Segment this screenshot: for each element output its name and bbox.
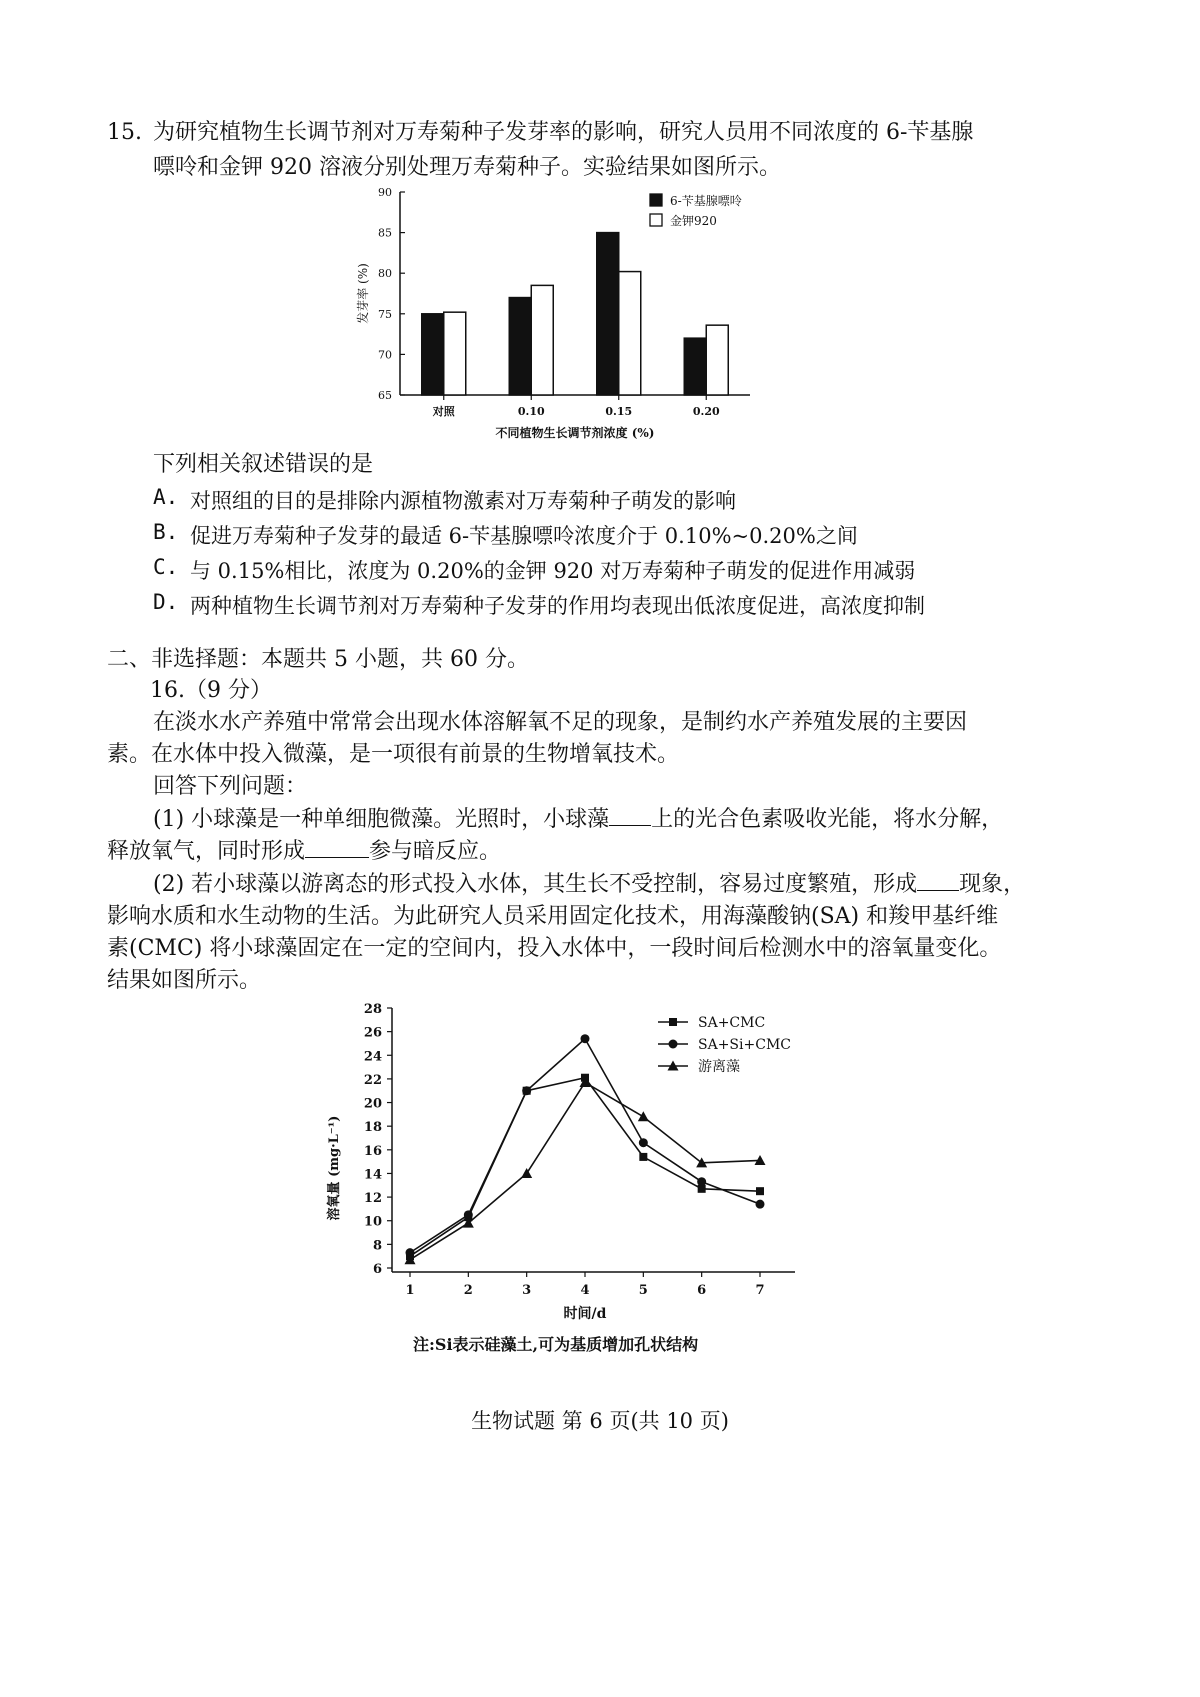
line-point-1-2 [522, 1086, 531, 1095]
line-point-2-2 [521, 1168, 532, 1178]
q15-option-c-letter: C. [153, 555, 179, 579]
bar-x-tick-label: 0.15 [605, 405, 633, 418]
q16-sub2-text-a: (2) 若小球藻以游离态的形式投入水体，其生长不受控制，容易过度繁殖，形成 [153, 872, 918, 897]
q15-option-a-letter: A. [153, 485, 179, 509]
line-x-tick-label: 3 [522, 1283, 532, 1298]
bar-y-axis-label: 发芽率 (%) [356, 263, 370, 324]
bar-chart-legend [650, 194, 742, 228]
q16-paragraph-1b: 素。在水体中投入微藻，是一项很有前景的生物增氧技术。 [107, 742, 680, 767]
line-y-tick-label: 22 [363, 1072, 382, 1088]
bar-legend-label: 金钾920 [670, 214, 717, 228]
line-legend-label: SA+Si+CMC [698, 1037, 791, 1053]
q15-option-d-letter: D. [153, 590, 179, 614]
line-x-tick-label: 7 [755, 1283, 765, 1298]
bar-bap-2 [597, 233, 619, 395]
bar-jinjia-1 [531, 285, 553, 395]
line-y-tick-label: 8 [372, 1238, 382, 1254]
line-y-tick-label: 20 [363, 1096, 382, 1112]
bar-y-tick-label: 90 [378, 186, 392, 199]
bar-legend-swatch [650, 214, 662, 226]
bar-y-tick-label: 70 [378, 348, 392, 362]
line-legend-marker [669, 1040, 678, 1049]
q16-line-chart [320, 1000, 840, 1330]
line-point-2-4 [638, 1111, 649, 1121]
q15-stem-line1: 为研究植物生长调节剂对万寿菊种子发芽率的影响，研究人员用不同浓度的 6-苄基腺 [153, 120, 974, 145]
q16-number: 16.（9 分） [150, 678, 272, 703]
bar-x-tick-label: 0.10 [517, 405, 545, 418]
line-point-0-4 [639, 1153, 647, 1161]
line-x-tick-label: 6 [697, 1283, 707, 1298]
line-x-tick-label: 2 [463, 1283, 473, 1298]
line-chart-note: 注:Si表示硅藻土,可为基质增加孔状结构 [413, 1335, 699, 1354]
line-point-1-3 [581, 1034, 590, 1043]
bar-y-tick-label: 85 [378, 226, 392, 240]
bar-y-tick-label: 65 [378, 389, 392, 402]
line-legend-label: SA+CMC [698, 1015, 766, 1031]
line-y-axis-label: 溶氧量 (mg·L⁻¹) [327, 1115, 342, 1221]
q16-paragraph-1a: 在淡水水产养殖中常常会出现水体溶解氧不足的现象，是制约水产养殖发展的主要因 [153, 710, 968, 735]
bar-jinjia-3 [706, 325, 728, 395]
page-footer: 生物试题 第 6 页(共 10 页) [471, 1409, 729, 1433]
line-point-1-5 [697, 1177, 706, 1186]
q15-option-b: 促进万寿菊种子发芽的最适 6-苄基腺嘌呤浓度介于 0.10%~0.20%之间 [190, 524, 858, 548]
q16-sub2-text-b: 现象， [959, 872, 1026, 897]
line-y-tick-label: 16 [363, 1143, 382, 1159]
bar-bap-3 [684, 338, 706, 395]
line-y-tick-label: 10 [363, 1214, 382, 1230]
bar-legend-swatch [650, 194, 662, 206]
bar-jinjia-2 [619, 272, 641, 395]
q16-sub1-text-a: (1) 小球藻是一种单细胞微藻。光照时，小球藻 [153, 807, 610, 832]
line-point-0-6 [756, 1187, 764, 1195]
bar-y-tick-label: 80 [378, 267, 392, 281]
bar-jinjia-0 [444, 312, 466, 395]
answer-blank-3[interactable] [917, 870, 959, 891]
line-y-tick-label: 18 [363, 1120, 382, 1136]
q15-stem-line2: 嘌呤和金钾 920 溶液分别处理万寿菊种子。实验结果如图所示。 [153, 155, 781, 180]
q16-sub1-line1 [153, 805, 1003, 835]
q15-option-a: 对照组的目的是排除内源植物激素对万寿菊种子萌发的影响 [190, 489, 736, 513]
bar-chart-bars [422, 233, 729, 395]
line-point-1-6 [756, 1200, 765, 1209]
line-x-tick-label: 4 [580, 1283, 590, 1298]
bar-x-axis-label: 不同植物生长调节剂浓度 (%) [495, 426, 655, 440]
bar-y-tick-label: 75 [378, 307, 392, 321]
line-legend-marker [669, 1018, 677, 1026]
bar-legend-label: 6-苄基腺嘌呤 [670, 194, 742, 208]
answer-blank-1[interactable] [609, 805, 651, 826]
q16-sub2-line2: 影响水质和水生动物的生活。为此研究人员采用固定化技术，用海藻酸钠(SA) 和羧甲基纤维 [107, 904, 999, 929]
q15-option-c: 与 0.15%相比，浓度为 0.20%的金钾 920 对万寿菊种子萌发的促进作用减弱 [190, 559, 916, 583]
q15-option-d: 两种植物生长调节剂对万寿菊种子发芽的作用均表现出低浓度促进，高浓度抑制 [190, 594, 925, 618]
q15-prompt: 下列相关叙述错误的是 [153, 452, 374, 477]
answer-blank-2[interactable] [305, 837, 369, 858]
q15-option-b-letter: B. [153, 520, 179, 544]
line-y-tick-label: 28 [363, 1002, 382, 1017]
q15-bar-chart [340, 180, 780, 450]
q16-sub2-line4: 结果如图所示。 [107, 968, 262, 993]
line-x-tick-label: 1 [405, 1283, 415, 1298]
q16-sub1-line2 [107, 837, 501, 867]
line-point-1-4 [639, 1138, 648, 1147]
section-2-heading: 二、非选择题：本题共 5 小题，共 60 分。 [107, 647, 529, 672]
bar-bap-0 [422, 314, 444, 395]
line-y-tick-label: 24 [363, 1049, 382, 1065]
line-y-tick-label: 6 [372, 1262, 382, 1277]
q16-paragraph-2: 回答下列问题： [153, 774, 308, 799]
q16-sub2-line3: 素(CMC) 将小球藻固定在一定的空间内，投入水体中，一段时间后检测水中的溶氧量变化。 [107, 936, 1002, 961]
q15-number: 15. [107, 120, 142, 145]
bar-x-tick-label: 0.20 [692, 405, 720, 418]
bar-x-tick-label: 对照 [432, 405, 455, 418]
line-y-tick-label: 26 [363, 1025, 382, 1041]
q16-sub1-text-d: 参与暗反应。 [369, 839, 502, 864]
line-x-axis-label: 时间/d [563, 1306, 607, 1322]
line-legend-label: 游离藻 [698, 1059, 740, 1075]
q16-sub1-text-c: 释放氧气，同时形成 [107, 839, 306, 864]
bar-bap-1 [509, 298, 531, 395]
q16-sub2-line1 [153, 870, 1025, 900]
line-chart-legend [658, 1015, 791, 1075]
line-y-tick-label: 12 [363, 1191, 382, 1207]
line-series-0 [410, 1078, 760, 1256]
line-y-tick-label: 14 [363, 1167, 382, 1183]
line-series-2 [410, 1082, 760, 1259]
q16-sub1-text-b: 上的光合色素吸收光能，将水分解， [651, 807, 1004, 832]
line-x-tick-label: 5 [638, 1283, 648, 1298]
